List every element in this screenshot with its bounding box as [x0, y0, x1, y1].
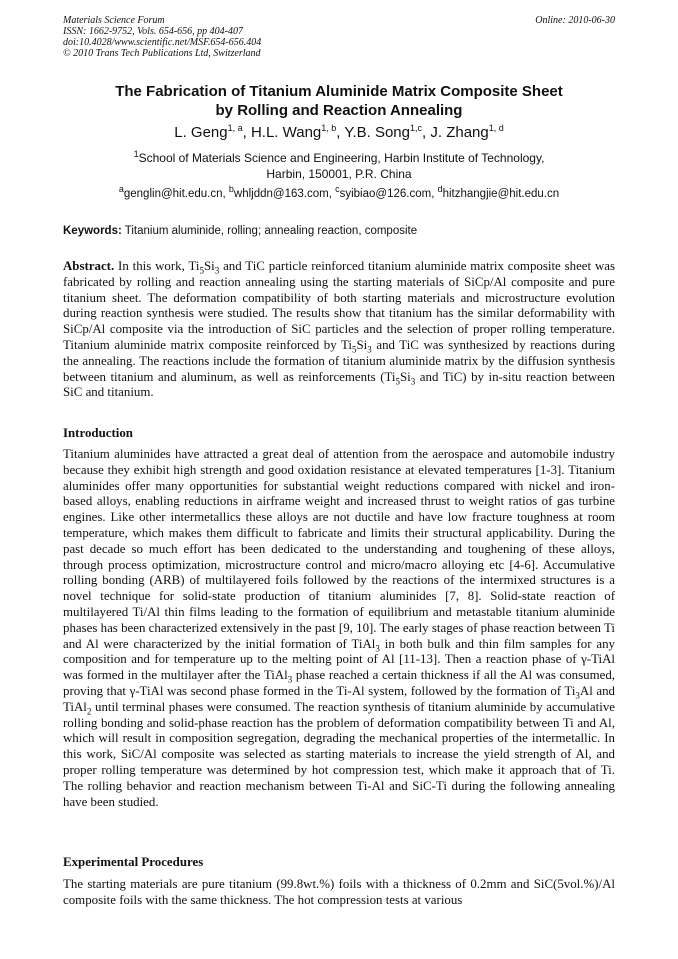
abstract-text: Si [400, 369, 411, 384]
subscript: 3 [375, 643, 380, 654]
author-sup: 1, d [488, 123, 504, 133]
affiliation [63, 150, 615, 182]
intro-text: Titanium aluminides have attracted a great deal of attention from the aerospace and automobile industry because they exhibit high strength and good oxidation resistance at elevated temperatures [1-3]. Titanium aluminides offer many opportunities for substantial weight reductions compared with nickel and iron-based alloys, enabling reductions in airframe weight and increased thrust to weight ratios of gas turbine engines. Like other intermetallics these alloys are not ductile and have low fracture toughness at room temperature, which makes them difficult to fabricate and limits their structural applicability. During the past decade so much effort has been dedicated to the understanding and toughening of these alloys, through process optimization, microstructure control and micro/macro alloying etc [4-6]. Accumulative rolling bonding (ARB) of multilayered foils followed by the reactions of the intermixed structures is a novel technique for solid-state production of titanium aluminides [7, 8]. Solid-state reaction of multilayered Ti/Al thin films leading to the formation of equilibrium and metastable titanium aluminide phases has been characterized extensively in the past [9, 10]. The early stages of phase reaction between Ti and Al were characterized by the initial formation of TiAl [63, 447, 615, 651]
email-link[interactable]: genglin@hit.edu.cn [123, 188, 223, 200]
affiliation-sup: 1 [133, 149, 139, 159]
email-link[interactable]: syibiao@126.com [339, 188, 432, 200]
journal-name: Materials Science Forum [63, 15, 165, 26]
author-list: L. Geng$^{1, a}$, H.L. Wang$^{1, b}$, Y.B. Song$^{1,c}$, J. Zhang$^{1, d}$ [174, 123, 504, 141]
experimental-body: The starting materials are pure titanium (99.8wt.%) foils with a thickness of 0.2mm and SiC(5vol.%)/Al composite foils with the same thickness. The hot compression tests at various [63, 877, 615, 907]
abstract-text: and TiC) by in-situ reaction between SiC and titanium. [63, 369, 615, 400]
issn-line: ISSN: 1662-9752, Vols. 654-656, pp 404-407 [63, 26, 243, 37]
introduction-body [63, 447, 615, 810]
doi-line: doi:10.4028/www.scientific.net/MSF.654-656.404 [63, 37, 262, 48]
title-line-2: by Rolling and Reaction Annealing [215, 102, 463, 119]
abstract-text: In this work, Ti [114, 259, 200, 273]
subscript: 5 [199, 265, 204, 276]
title-line-1: The Fabrication of Titanium Aluminide Matrix Composite Sheet [115, 83, 563, 100]
author-name: H.L. Wang [250, 124, 322, 141]
keywords [63, 223, 615, 239]
subscript: 3 [410, 376, 416, 387]
email-link[interactable]: hitzhangjie@hit.edu.cn [442, 188, 560, 200]
email-sup: c [335, 184, 340, 195]
experimental-heading: Experimental Procedures [63, 855, 204, 869]
subscript: 3 [214, 265, 220, 276]
intro-text: until terminal phases were consumed. The reaction synthesis of titanium aluminide by accumulative rolling bonding and solid-phase reaction has the problem of deformation compatibility between Ti and Al, which will result in composition segregation, degrading the mechanical properties of the intermetallic. In this work, SiC/Al composite was selected as starting materials to increase the yield strength of Al, and proper rolling temperature was determined by hot compression test, which make it approach that of Ti. The rolling behavior and reaction mechanism between Ti-Al and SiC-Ti during the following annealing have been studied. [63, 699, 615, 809]
email-sup: a [118, 184, 124, 195]
email-list: $^a$genglin@hit.edu.cn, $^b$whljddn@163.com, $^c$syibiao@126.com, $^d$hitzhangjie@hit.edu.cn [118, 184, 560, 200]
abstract-text: Si [356, 337, 368, 352]
author-name: J. Zhang [430, 124, 489, 141]
author-sup: 1, a [227, 123, 243, 133]
subscript: 3 [575, 690, 580, 701]
keywords-label: Keywords: [63, 225, 122, 237]
subscript: 5 [352, 344, 357, 355]
keywords-text: Titanium aluminide, rolling; annealing reaction, composite [121, 225, 418, 237]
abstract-text: Si [203, 259, 215, 273]
online-date: Online: 2010-06-30 [535, 15, 615, 26]
subscript: 3 [287, 674, 293, 685]
email-sup: d [437, 184, 443, 195]
subscript: 2 [86, 706, 92, 717]
email-sup: b [228, 184, 234, 195]
copyright-line: © 2010 Trans Tech Publications Ltd, Switzerland [63, 48, 261, 59]
abstract-text: and TiC particle reinforced titanium aluminide matrix composite sheet was fabricated by rolling and reaction annealing using the starting materials of SiCp/Al composite and pure titanium sheet. The deformation compatibility of both starting materials and microstructure evolution during reaction synthesis were studied. The results show that titanium has the similar deformability with SiCp/Al composite via the introduction of SiC particles and the selection of proper rolling temperature. Titanium aluminide matrix composite reinforced by Ti [63, 259, 615, 352]
author-sup: 1,c [410, 123, 423, 133]
author-name: Y.B. Song [344, 124, 410, 141]
subscript: 5 [395, 376, 400, 387]
author-name: L. Geng [174, 124, 228, 141]
author-sup: 1, b [321, 123, 337, 133]
affiliation-line-1: School of Materials Science and Engineering, Harbin Institute of Technology, [138, 151, 545, 165]
introduction-heading: Introduction [63, 426, 133, 440]
intro-text: Al and TiAl [63, 683, 615, 714]
email-link[interactable]: whljddn@163.com [233, 188, 329, 200]
intro-text: phase reached a certain thickness if all the Al was consumed, proving that γ-TiAl was second phase formed in the Ti-Al system, followed by the formation of Ti [63, 668, 615, 698]
abstract [63, 259, 615, 401]
intro-text: in both bulk and thin film samples for any composition and for temperature up to the melting point of Al [11-13]. Then a reaction phase of γ-TiAl was formed in the multilayer after the TiAl [63, 636, 615, 683]
affiliation-line-2: Harbin, 150001, P.R. China [266, 167, 412, 181]
journal-header [63, 15, 615, 59]
abstract-label: Abstract. [63, 259, 115, 273]
abstract-text: and TiC was synthesized by reactions during the annealing. The reactions include the formation of titanium aluminide matrix by the diffusion synthesis between titanium and aluminum, as well as reinforcements (Ti [63, 337, 615, 384]
paper-title [63, 82, 615, 120]
subscript: 3 [367, 344, 372, 355]
